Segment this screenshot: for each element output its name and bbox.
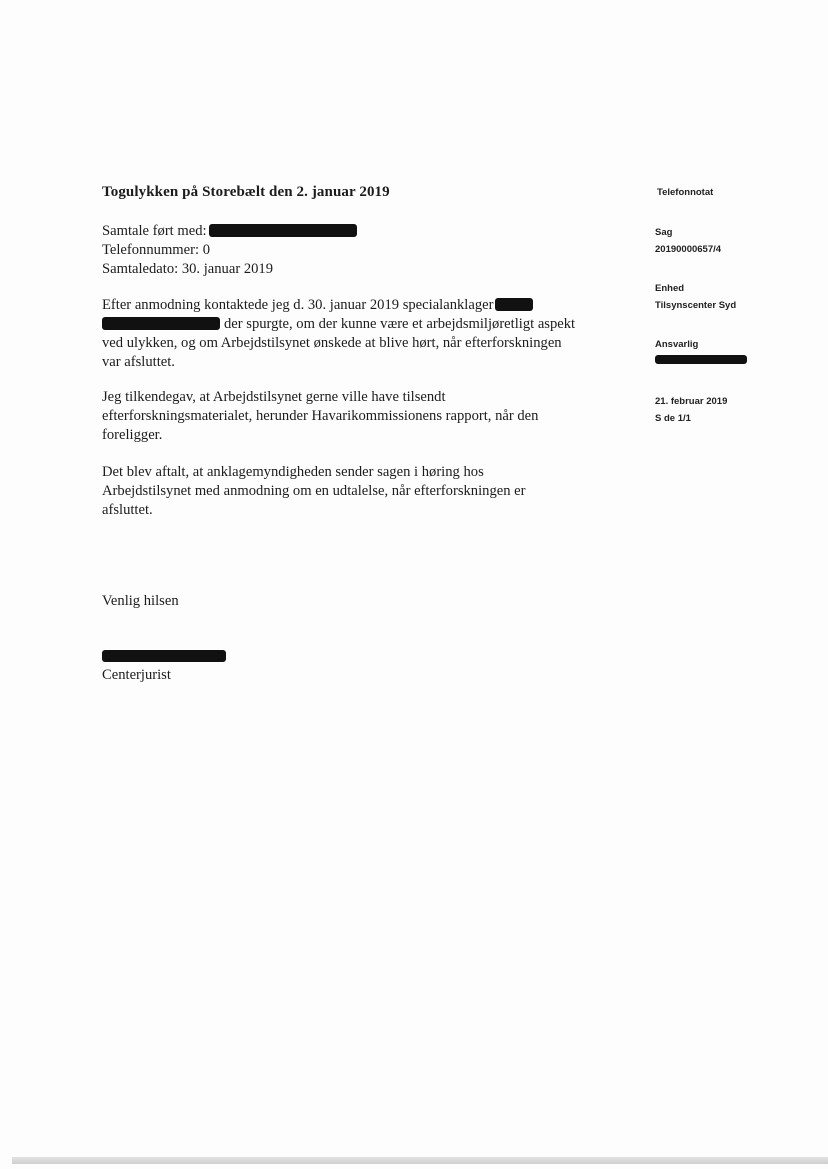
paragraph-3-line-3: afsluttet. — [102, 502, 153, 518]
date-line: Samtaledato: 30. januar 2019 — [102, 261, 274, 277]
paragraph-1-line-1 — [102, 296, 622, 315]
paragraph-2 — [102, 388, 622, 445]
doc-type-label: Telefonnotat — [657, 187, 714, 198]
sidebar-date: 21. februar 2019 — [655, 396, 728, 407]
paragraph-3-line-2: Arbejdstilsynet med anmodning om en udtalelse, når efterforskningen er — [102, 483, 526, 499]
document-title: Togulykken på Storebælt den 2. januar 2019 — [102, 184, 390, 200]
signature-redaction-line — [102, 647, 622, 666]
conversation-header — [102, 222, 622, 279]
case-number: 20190000657/4 — [655, 244, 722, 255]
redacted-prosecutor-last — [102, 317, 220, 330]
closing-block — [102, 592, 622, 611]
signature-block — [102, 647, 622, 685]
conversation-with-label: Samtale ført med: — [102, 223, 207, 239]
paragraph-2-line-1: Jeg tilkendegav, at Arbejdstilsynet gerne ville have tilsendt — [102, 389, 446, 405]
phone-line: Telefonnummer: 0 — [102, 242, 210, 258]
redacted-name — [209, 224, 357, 237]
case-info — [655, 224, 721, 258]
paragraph-2-line-3: foreligger. — [102, 427, 163, 443]
conversation-with-line — [102, 222, 622, 241]
scan-edge-divider — [12, 1157, 828, 1164]
redacted-prosecutor-first — [495, 298, 533, 311]
signature-role: Centerjurist — [102, 667, 171, 683]
responsible-label: Ansvarlig — [655, 339, 699, 350]
paragraph-1 — [102, 296, 622, 372]
responsible-redaction-line — [655, 353, 747, 370]
redacted-responsible — [655, 355, 747, 364]
unit-value: Tilsynscenter Syd — [655, 300, 737, 311]
paragraph-3 — [102, 463, 622, 520]
paragraph-2-line-2: efterforskningsmaterialet, herunder Havarikommissionens rapport, når den — [102, 408, 539, 424]
paragraph-1-line-2 — [102, 315, 622, 334]
paragraph-1-line-3: ved ulykken, og om Arbejdstilsynet ønskede at blive hørt, når efterforskningen — [102, 335, 562, 351]
date-page-info — [655, 393, 727, 427]
case-label: Sag — [655, 227, 673, 238]
paragraph-3-line-1: Det blev aftalt, at anklagemyndigheden sender sagen i høring hos — [102, 464, 484, 480]
unit-label: Enhed — [655, 283, 685, 294]
redacted-signature — [102, 650, 226, 662]
paragraph-1-text-2: der spurgte, om der kunne være et arbejdsmiljøretligt aspekt — [224, 316, 576, 332]
paragraph-1-text-1: Efter anmodning kontaktede jeg d. 30. januar 2019 specialanklager — [102, 297, 494, 313]
page-number: S de 1/1 — [655, 413, 691, 424]
closing-greeting: Venlig hilsen — [102, 593, 179, 609]
paragraph-1-line-4: var afsluttet. — [102, 354, 175, 370]
unit-info — [655, 280, 736, 314]
responsible-info — [655, 336, 747, 370]
